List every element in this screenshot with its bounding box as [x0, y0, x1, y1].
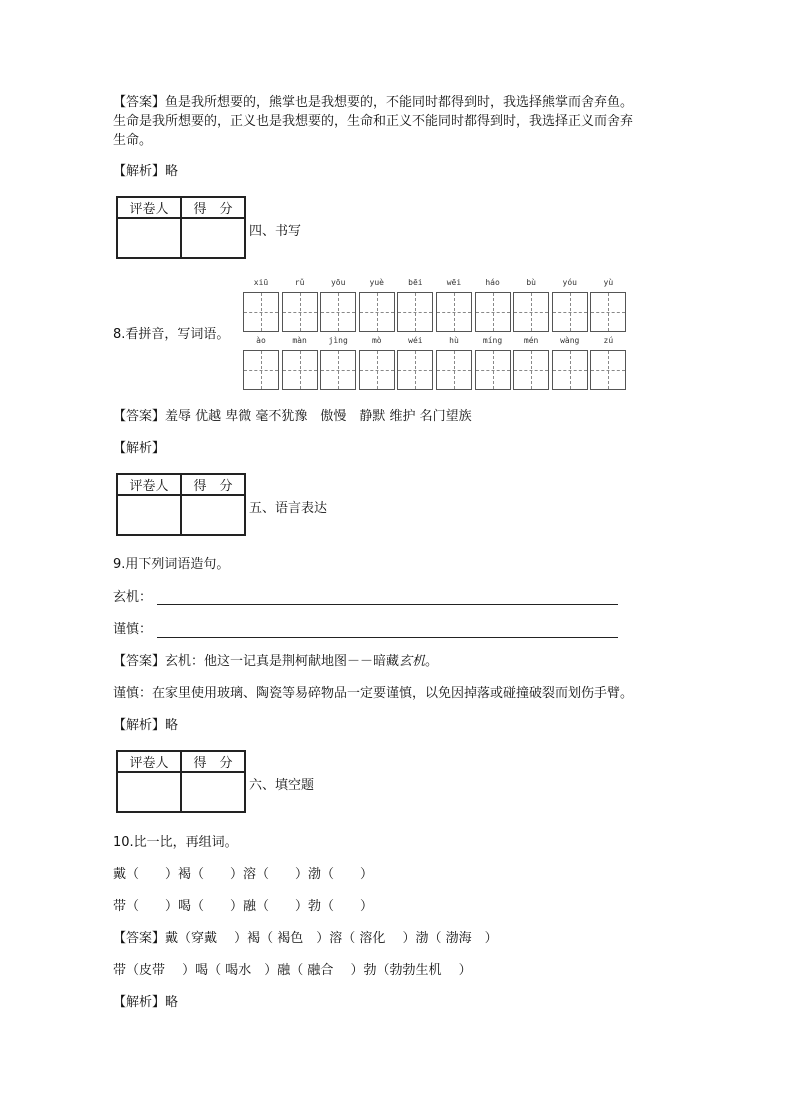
- q9-word1-blank[interactable]: [157, 603, 618, 605]
- pinyin-cell: [475, 278, 511, 332]
- pinyin-cell: [359, 278, 395, 332]
- score-table-grader-header: 评卷人: [117, 197, 181, 218]
- score-table-score-header: 得 分: [181, 197, 245, 218]
- pinyin-label: zú: [603, 336, 614, 345]
- q9-word1-label: 玄机：: [113, 590, 153, 605]
- writing-box[interactable]: [590, 350, 626, 390]
- writing-box[interactable]: [552, 292, 588, 332]
- writing-box[interactable]: [513, 292, 549, 332]
- pinyin-cell: [436, 336, 472, 390]
- q9-answer-suffix: 。: [425, 654, 439, 669]
- score-table-grader-header: 评卷人: [117, 474, 181, 495]
- writing-box[interactable]: [475, 350, 511, 390]
- score-cell: [181, 218, 245, 258]
- pinyin-label: ào: [256, 336, 266, 345]
- pinyin-label: míng: [482, 336, 503, 345]
- q7-answer-label: 【答案】: [113, 95, 166, 110]
- q10-row1: 戴（ ）褐（ ）溶（ ）渤（ ）: [113, 867, 374, 882]
- score-table-score-header: 得 分: [181, 751, 245, 772]
- writing-box[interactable]: [436, 350, 472, 390]
- pinyin-label: mò: [371, 336, 382, 345]
- pinyin-label: wēi: [446, 278, 462, 287]
- writing-box[interactable]: [397, 350, 433, 390]
- pinyin-grid-row-1: [243, 278, 629, 332]
- q10-answer-line1: 【答案】戴（穿戴 ）褐（ 褐色 ）溶（ 溶化 ）渤（ 渤海 ）: [113, 931, 498, 946]
- q8-answer: 【答案】羞辱 优越 卑微 毫不犹豫 傲慢 静默 维护 名门望族: [113, 409, 472, 424]
- writing-box[interactable]: [320, 292, 356, 332]
- pinyin-label: yù: [603, 278, 614, 287]
- pinyin-cell: [243, 278, 279, 332]
- section-5-title: 五、语言表达: [249, 501, 328, 516]
- pinyin-cell: [359, 336, 395, 390]
- score-cell: [181, 772, 245, 812]
- pinyin-cell: [320, 278, 356, 332]
- pinyin-label: wàng: [560, 336, 580, 345]
- pinyin-label: yōu: [330, 278, 346, 287]
- writing-box[interactable]: [359, 350, 395, 390]
- pinyin-cell: [397, 336, 433, 390]
- pinyin-label: jìng: [328, 336, 348, 345]
- writing-box[interactable]: [436, 292, 472, 332]
- pinyin-cell: [590, 336, 626, 390]
- writing-box[interactable]: [359, 292, 395, 332]
- score-cell: [181, 495, 245, 535]
- pinyin-label: xiū: [253, 278, 269, 287]
- writing-box[interactable]: [397, 292, 433, 332]
- pinyin-label: hù: [449, 336, 459, 345]
- writing-box[interactable]: [282, 350, 318, 390]
- pinyin-cell: [282, 278, 318, 332]
- pinyin-cell: [513, 336, 549, 390]
- q10-answer-line2: 带（皮带 ）喝（ 喝水 ）融（ 融合 ）勃（勃勃生机 ）: [113, 963, 472, 978]
- q7-answer-line3: 生命。: [113, 133, 153, 148]
- q10-analysis: 【解析】略: [113, 995, 179, 1010]
- q9-answer-line2: 谨慎：在家里使用玻璃、陶瓷等易碎物品一定要谨慎，以免因掉落或碰撞破裂而划伤手臂。: [113, 686, 634, 701]
- writing-box[interactable]: [243, 350, 279, 390]
- writing-box[interactable]: [513, 350, 549, 390]
- grader-cell: [117, 218, 181, 258]
- q9-word2-label: 谨慎：: [113, 622, 153, 637]
- q9-answer-prefix: 【答案】玄机：他这一记真是荆柯献地图－－暗藏: [113, 654, 400, 669]
- q7-answer-text1: 鱼是我所想要的，熊掌也是我想要的，不能同时都得到时，我选择熊掌而舍弃鱼。: [165, 95, 634, 110]
- q9-word2-blank[interactable]: [157, 636, 618, 638]
- pinyin-cell: [436, 278, 472, 332]
- score-table-score-header: 得 分: [181, 474, 245, 495]
- pinyin-cell: [475, 336, 511, 390]
- q10-row2: 带（ ）喝（ ）融（ ）勃（ ）: [113, 899, 374, 914]
- pinyin-cell: [552, 336, 588, 390]
- pinyin-label: bù: [526, 278, 536, 287]
- writing-box[interactable]: [475, 292, 511, 332]
- pinyin-label: háo: [485, 278, 500, 287]
- pinyin-label: rǔ: [294, 278, 305, 287]
- writing-box[interactable]: [590, 292, 626, 332]
- pinyin-cell: [513, 278, 549, 332]
- section-6-title: 六、填空题: [249, 778, 315, 793]
- pinyin-label: màn: [292, 336, 307, 345]
- pinyin-cell: [590, 278, 626, 332]
- q10-stem: 10.比一比，再组词。: [113, 835, 238, 850]
- q8-stem: 8.看拼音，写词语。: [113, 327, 230, 342]
- section-4-title: 四、书写: [249, 224, 302, 239]
- writing-box[interactable]: [282, 292, 318, 332]
- q9-answer-italic: 玄机: [399, 654, 426, 669]
- score-table-2: [116, 473, 246, 536]
- score-table-1: [116, 196, 246, 259]
- grader-cell: [117, 495, 181, 535]
- q9-stem: 9.用下列词语造句。: [113, 557, 230, 572]
- pinyin-cell: [397, 278, 433, 332]
- score-table-grader-header: 评卷人: [117, 751, 181, 772]
- writing-box[interactable]: [320, 350, 356, 390]
- writing-box[interactable]: [243, 292, 279, 332]
- score-table-3: [116, 750, 246, 813]
- q7-answer-line2: 生命是我所想要的，正义也是我想要的，生命和正义不能同时都得到时，我选择正义而舍弃: [113, 114, 634, 129]
- pinyin-label: yuè: [369, 278, 384, 287]
- writing-box[interactable]: [552, 350, 588, 390]
- pinyin-label: yóu: [562, 278, 577, 287]
- q9-answer-line1: [113, 653, 438, 671]
- grader-cell: [117, 772, 181, 812]
- q9-analysis: 【解析】略: [113, 718, 179, 733]
- pinyin-grid-row-2: [243, 336, 629, 390]
- pinyin-label: mén: [523, 336, 539, 345]
- pinyin-label: wéi: [408, 336, 423, 345]
- pinyin-cell: [320, 336, 356, 390]
- pinyin-cell: [282, 336, 318, 390]
- q7-analysis: 【解析】略: [113, 164, 179, 179]
- q7-answer-line1: [113, 94, 633, 112]
- pinyin-label: bēi: [408, 278, 423, 287]
- pinyin-cell: [243, 336, 279, 390]
- q8-analysis: 【解析】: [113, 441, 166, 456]
- pinyin-cell: [552, 278, 588, 332]
